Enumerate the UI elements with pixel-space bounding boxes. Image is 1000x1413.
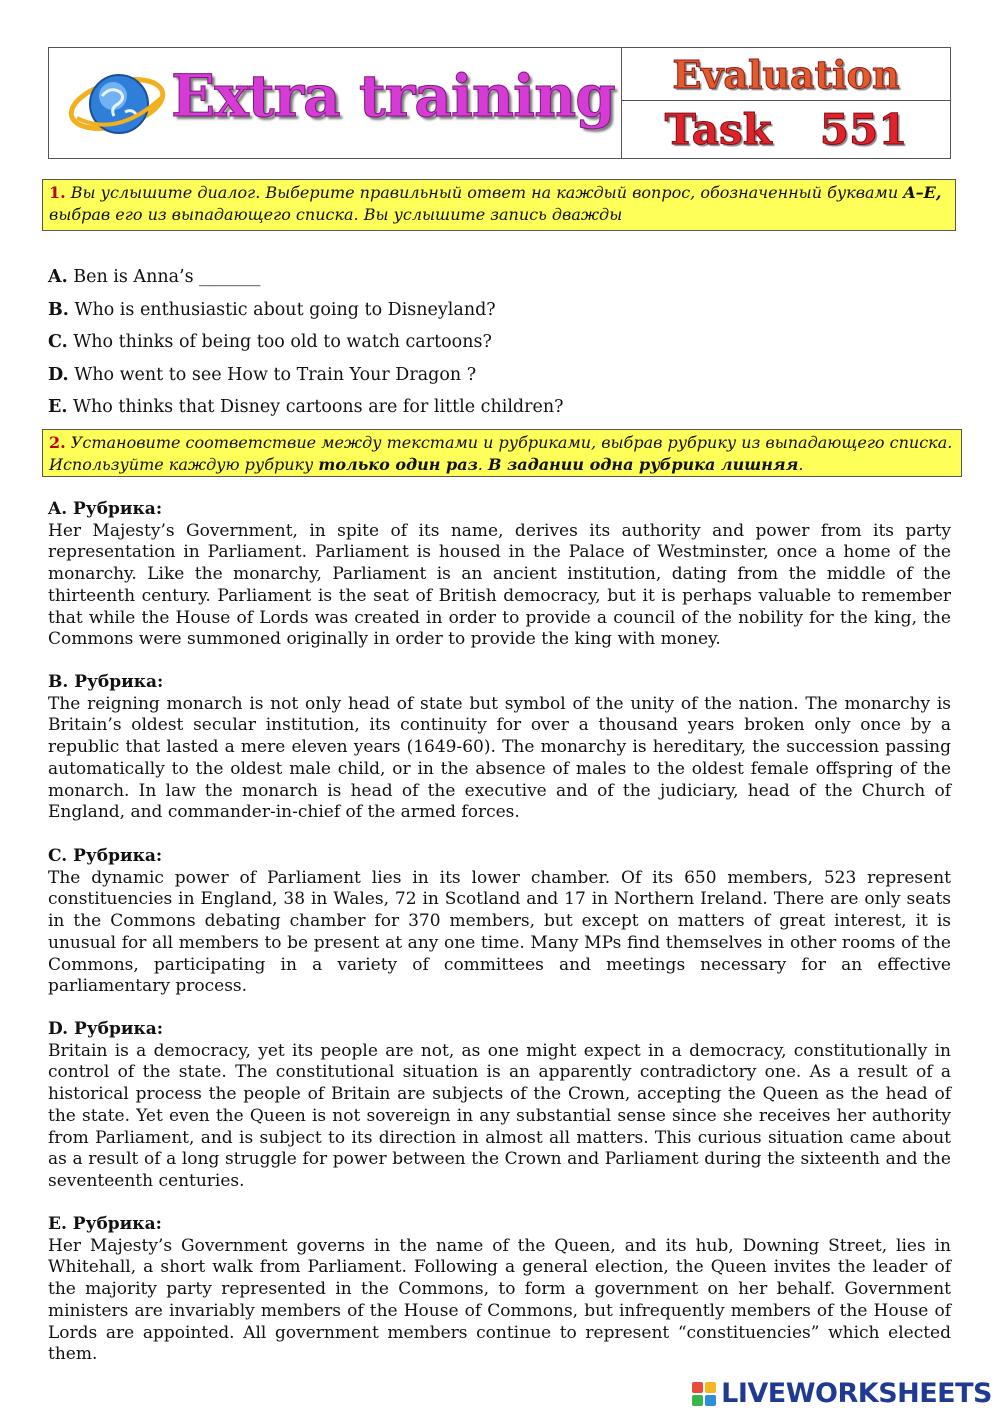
task2-number: 2. [49, 433, 66, 452]
text-section-b [48, 672, 951, 824]
section-title: E. Рубрика: [48, 1214, 162, 1234]
task2-instruction-end: . [798, 455, 804, 474]
question-item [48, 297, 948, 330]
liveworksheets-brand: LIVEWORKSHEETS [721, 1378, 992, 1409]
section-title: A. Рубрика: [48, 499, 163, 519]
header-task-cell [622, 48, 950, 158]
question-text: Who is enthusiastic about going to Disneyland? [68, 299, 496, 320]
text-section-a [48, 499, 951, 651]
worksheet-header [48, 47, 951, 159]
task1-questions [48, 264, 948, 427]
brand-title: Extra training [171, 62, 615, 130]
section-title: B. Рубрика: [48, 672, 164, 692]
section-body: Her Majesty’s Government, in spite of its name, derives its authority and power from its party representation in Parliament. Parliament is housed in the Palace of Westminster, once a home of the monarchy. Like the monarchy, Parliament is an ancient institution, dating from the middle of the thirteenth century. Parliament is the seat of British democracy, but it is perhaps valuable to remember that while the House of Lords was created in order to provide a council of the nobility for the king, the Commons were summoned originally in order to provide the king with money. [48, 520, 951, 650]
question-text: Who thinks that Disney cartoons are for little children? [67, 397, 564, 417]
task2-instruction-bold2: В задании одна рубрика лишняя [487, 455, 799, 474]
task-number: 551 [819, 105, 908, 154]
question-letter: A. [48, 267, 68, 287]
question-item [48, 329, 948, 362]
section-body: Britain is a democracy, yet its people are not, as one might expect in a democracy, constitutionally in control of the state. The constitutional situation is an apparently contradictory one. As a result of a historical process the people of Britain are subjects of the Crown, accepting the Queen as the head of the state. Yet even the Queen is not sovereign in any substantial sense since she receives her authority from Parliament, and is subject to its direction in almost all matters. This curious situation came about as a result of a long struggle for power between the Crown and Parliament during the sixteenth and the seventeenth centuries. [48, 1040, 951, 1191]
question-item [48, 264, 948, 297]
globe-logo-icon [67, 66, 167, 142]
task-label: Task [664, 105, 772, 154]
task-number-row [622, 101, 950, 158]
text-section-c [48, 846, 951, 998]
liveworksheets-logo-icon [691, 1381, 717, 1407]
task2-instruction-text1: Установите соответствие между текстами и рубриками, выбрав рубрику из выпадающего списка. Используйте каждую рубрику [49, 433, 953, 474]
task2-instruction-sep: . [477, 455, 488, 474]
question-text: Ben is Anna’s _______ [67, 267, 261, 287]
liveworksheets-footer [691, 1378, 992, 1409]
task1-instruction-text2: выбрав его из выпадающего списка. Вы услышите запись дважды [49, 205, 623, 224]
question-letter: E. [48, 397, 68, 417]
question-text: Who thinks of being too old to watch cartoons? [67, 332, 492, 352]
task1-instruction-text1: Вы услышите диалог. Выберите правильный ответ на каждый вопрос, обозначенный буквами [65, 183, 904, 202]
text-section-e [48, 1214, 951, 1366]
question-letter: B. [48, 299, 69, 320]
question-item [48, 394, 948, 427]
task1-instruction-letters: A–E, [903, 183, 942, 202]
task1-instruction [42, 179, 956, 231]
section-body: The reigning monarch is not only head of state but symbol of the unity of the nation. The monarchy is Britain’s oldest secular institution, its continuity for over a thousand years broken only once by a republic that lasted a mere eleven years (1649-60). The monarchy is hereditary, the succession passing automatically to the oldest male child, or in the absence of males to the oldest female offspring of the monarch. In law the monarch is head of the executive and of the judiciary, head of the Church of England, and commander-in-chief of the armed forces. [48, 693, 951, 823]
question-letter: C. [48, 332, 68, 352]
task2-instruction-bold1: только один раз [318, 455, 478, 474]
task2-instruction [42, 429, 962, 477]
question-letter: D. [48, 364, 69, 385]
question-text: Who went to see How to Train Your Dragon ? [68, 364, 477, 385]
section-title: D. Рубрика: [48, 1019, 164, 1039]
evaluation-label: Evaluation [622, 48, 950, 101]
section-body: Her Majesty’s Government governs in the name of the Queen, and its hub, Downing Street, lies in Whitehall, a short walk from Parliament. Following a general election, the Queen invites the leader of the majority party represented in the Commons, to form a government on her behalf. Government ministers are invariably members of the House of Commons, but infrequently members of the House of Lords are appointed. All government members continue to represent “constituencies” which elected them. [48, 1235, 951, 1365]
text-section-d [48, 1019, 951, 1193]
section-body: The dynamic power of Parliament lies in its lower chamber. Of its 650 members, 523 represent constituencies in England, 38 in Wales, 72 in Scotland and 17 in Northern Ireland. There are only seats in the Commons debating chamber for 370 members, but except on matters of great interest, it is unusual for all members to be present at any one time. Many MPs find themselves in other rooms of the Commons, participating in a variety of committees and meetings necessary for an effective parliamentary process. [48, 867, 951, 997]
question-item [48, 362, 948, 395]
task1-number: 1. [49, 183, 66, 202]
header-brand-cell [49, 48, 622, 158]
section-title: C. Рубрика: [48, 846, 163, 866]
